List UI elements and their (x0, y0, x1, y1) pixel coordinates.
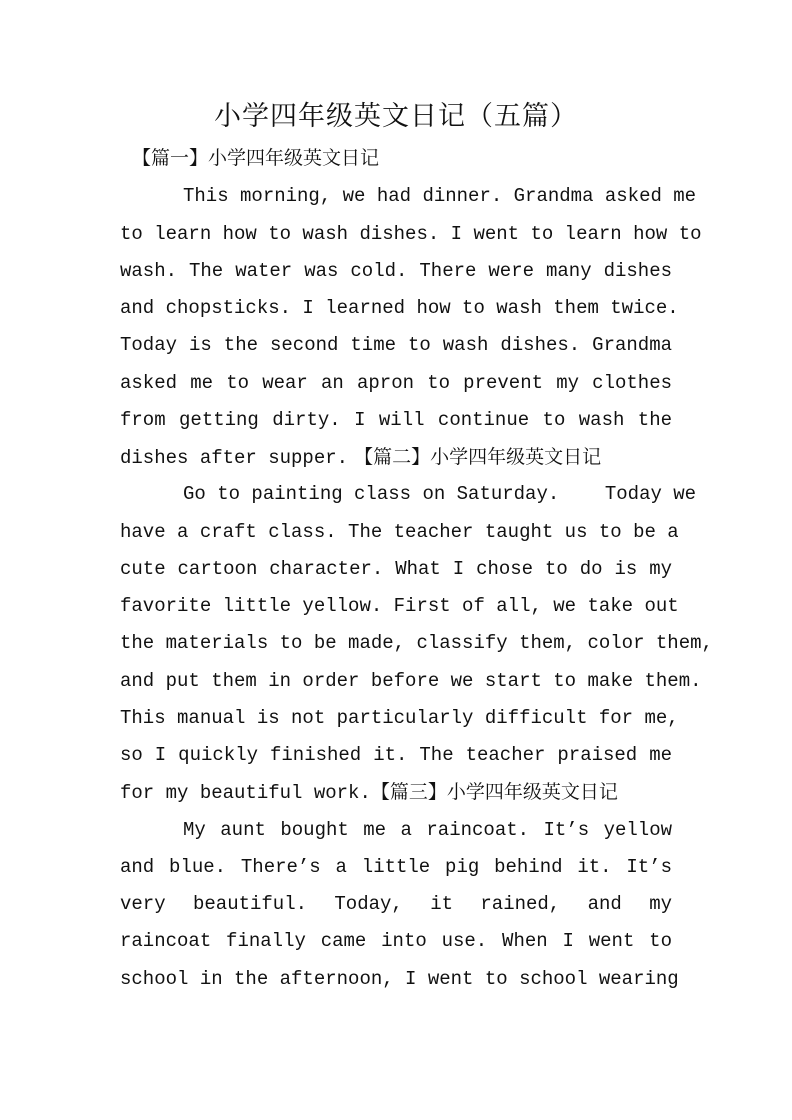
text-line: This morning, we had dinner. Grandma asked me (183, 185, 697, 207)
text-line-with-heading (120, 774, 672, 811)
text-line: school in the afternoon, I went to school wearing (120, 968, 679, 990)
text-line: the materials to be made, classify them, color them, (120, 632, 713, 654)
text-line: have a craft class. The teacher taught us to be a (120, 521, 679, 543)
text-line: Today is the second time to wash dishes. Grandma (120, 334, 672, 356)
text-line: This manual is not particularly difficult for me, (120, 707, 679, 729)
text-line: to learn how to wash dishes. I went to learn how to (120, 223, 702, 245)
text-line: and chopsticks. I learned how to wash them twice. (120, 297, 679, 319)
text-line-with-heading (120, 439, 672, 476)
text-line: and put them in order before we start to make them. (120, 670, 702, 692)
text-line: so I quickly finished it. The teacher praised me (120, 744, 672, 766)
text-fragment: for my beautiful work. (120, 782, 371, 804)
text-line: favorite little yellow. First of all, we take out (120, 595, 679, 617)
text-line: wash. The water was cold. There were many dishes (120, 260, 672, 282)
text-line: and blue. There’s a little pig behind it. It’s (120, 856, 672, 878)
text-line: from getting dirty. I will continue to wash the (120, 409, 672, 431)
text-line: Go to painting class on Saturday. Today we (183, 483, 697, 505)
text-line: asked me to wear an apron to prevent my clothes (120, 372, 672, 394)
text-line: raincoat finally came into use. When I went to (120, 930, 672, 952)
text-line: cute cartoon character. What I chose to do is my (120, 558, 672, 580)
text-line: very beautiful. Today, it rained, and my (120, 893, 672, 915)
section-heading-2: 【篇二】小学四年级英文日记 (348, 446, 602, 468)
section-heading-1: 【篇一】小学四年级英文日记 (132, 147, 380, 169)
text-line: My aunt bought me a raincoat. It’s yellow (183, 819, 672, 841)
text-fragment: dishes after supper. (120, 447, 349, 469)
section-heading-3: 【篇三】小学四年级英文日记 (370, 781, 618, 803)
document-title: 小学四年级英文日记（五篇） (214, 101, 578, 132)
